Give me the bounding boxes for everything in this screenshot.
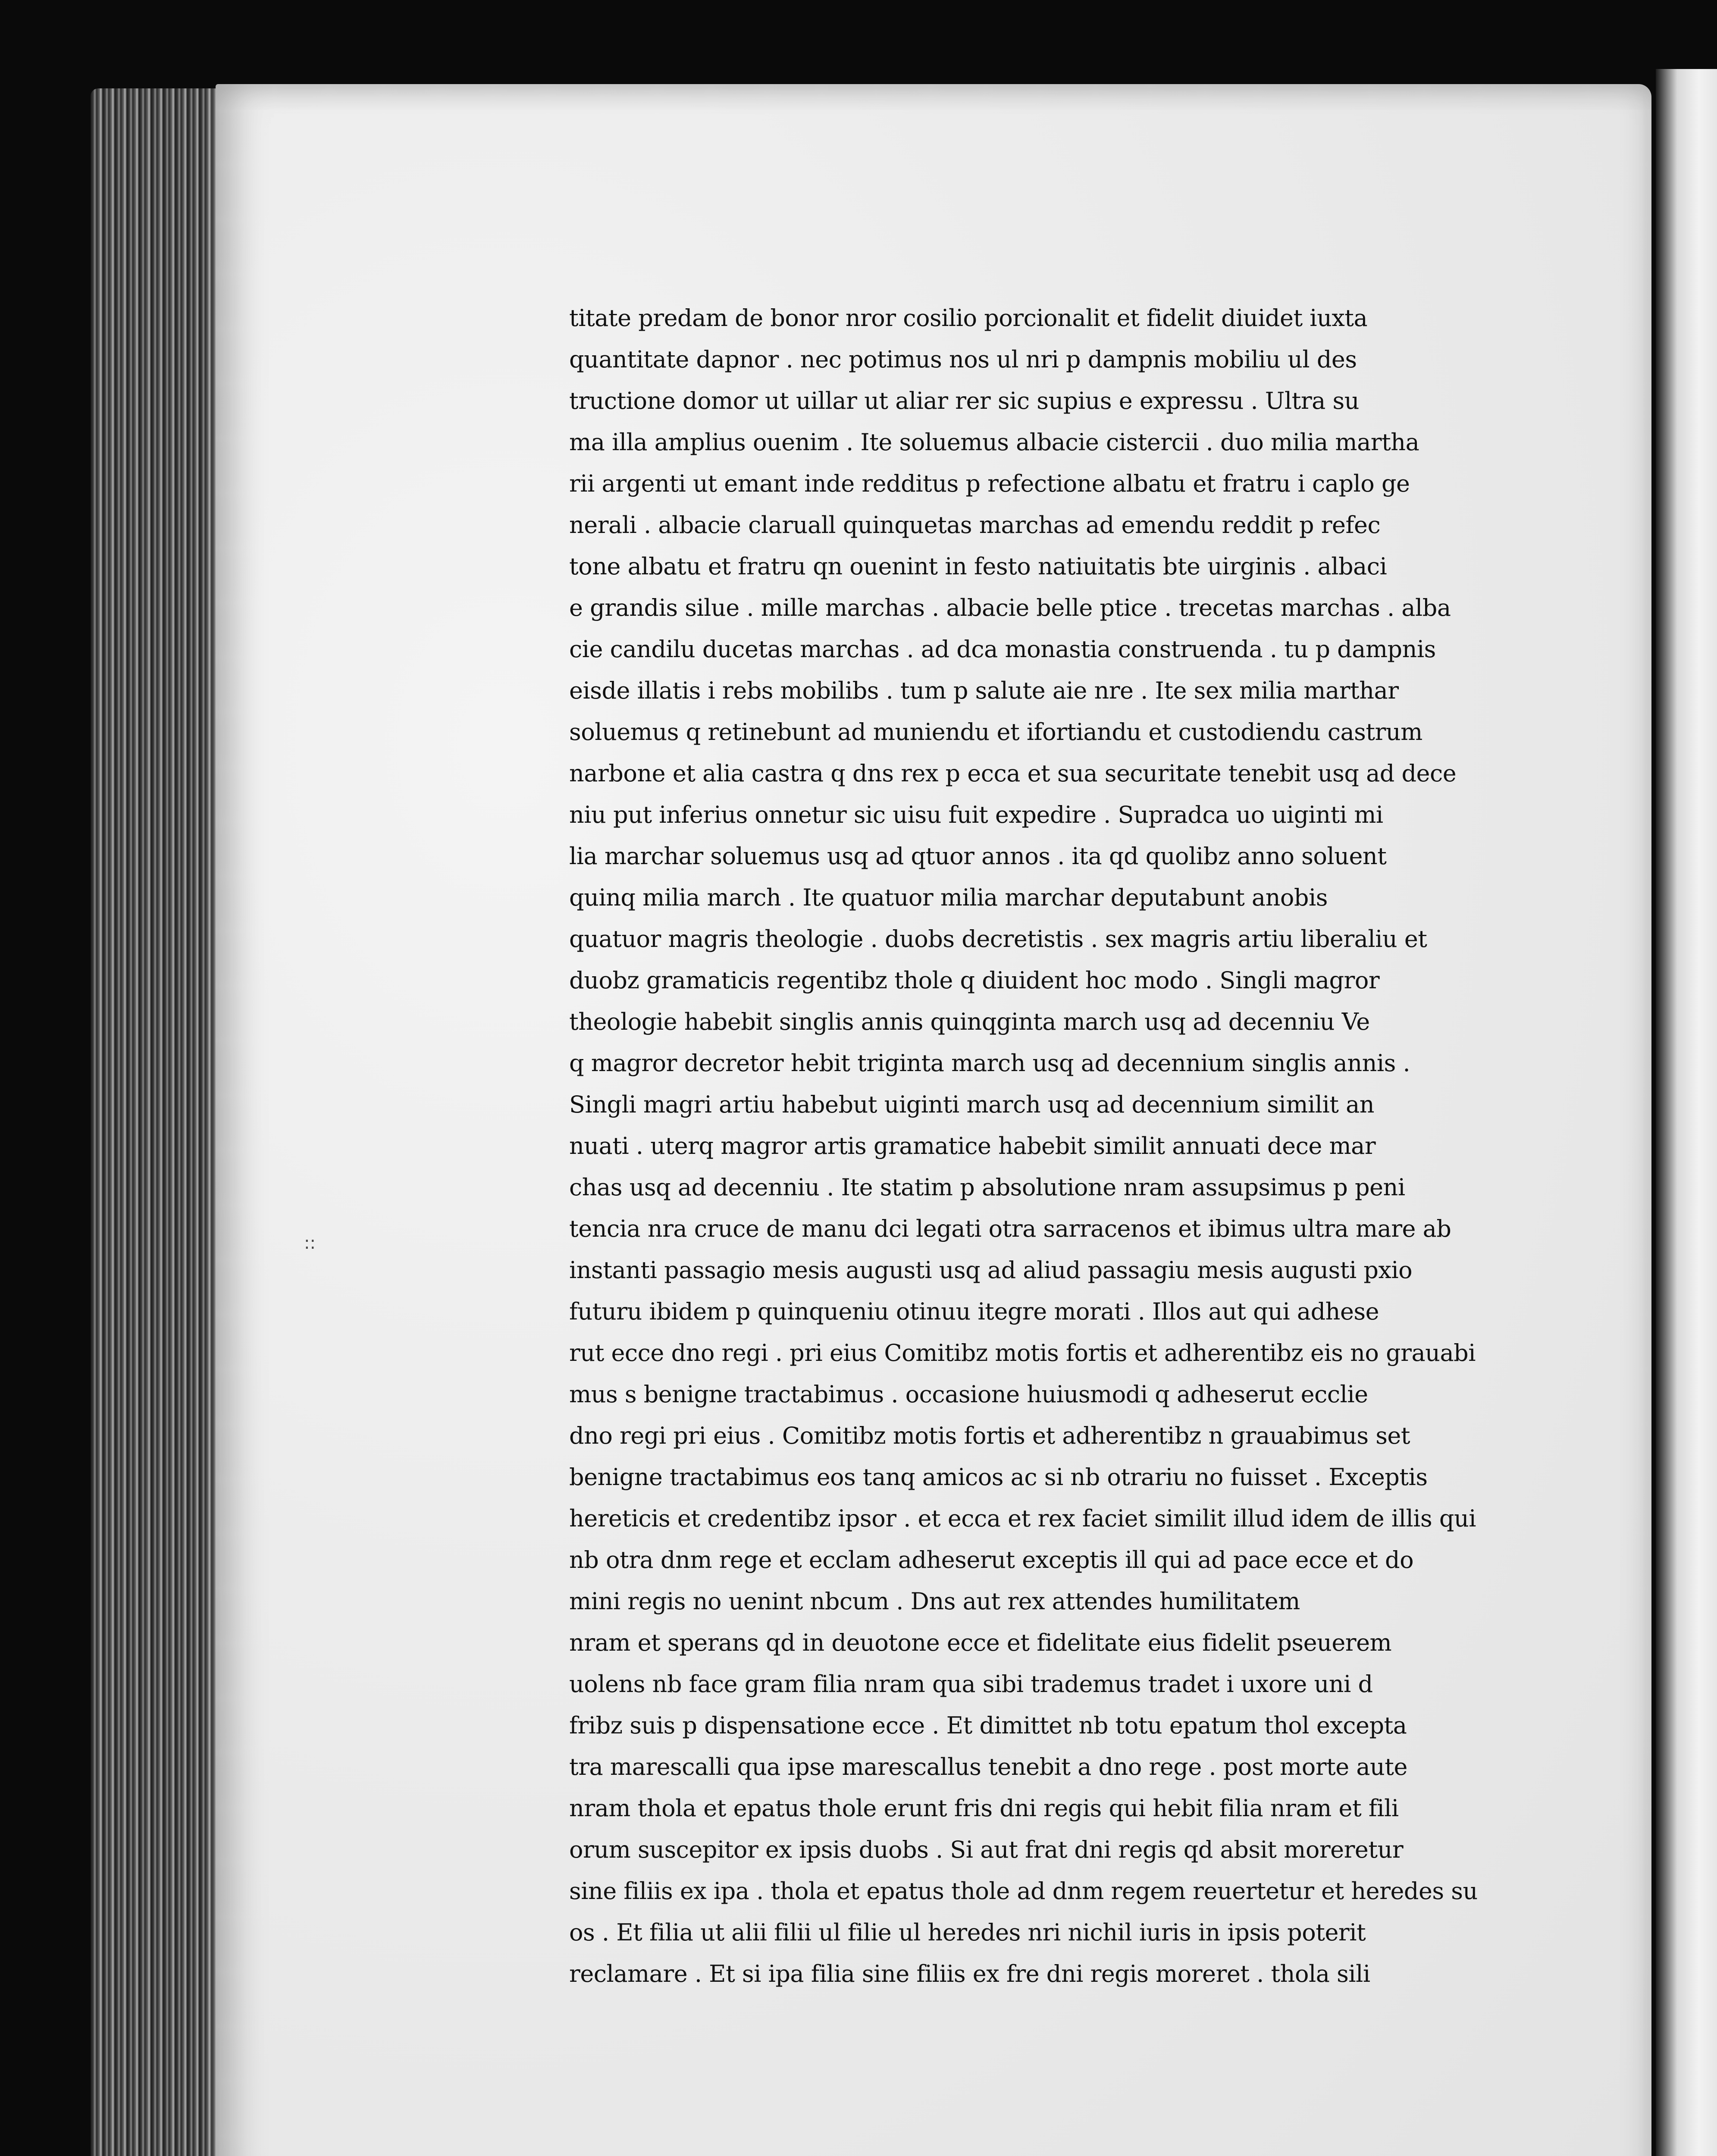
text-line: niu put inferius onnetur sic uisu fuit expedire . Supradca uo uiginti mi [569,801,1383,828]
margin-mark: :: [304,1233,316,1253]
text-line: tone albatu et fratru qn ouenint in festo natiuitatis bte uirginis . albaci [569,553,1387,580]
text-line: titate predam de bonor nror cosilio porcionalit et fidelit diuidet iuxta [569,304,1368,332]
text-line: rii argenti ut emant inde redditus p refectione albatu et fratru i caplo ge [569,470,1410,497]
text-line: fribz suis p dispensatione ecce . Et dimittet nb totu epatum thol excepta [569,1712,1407,1739]
text-line: quatuor magris theologie . duobs decretistis . sex magris artiu liberaliu et [569,925,1427,953]
text-line: e grandis silue . mille marchas . albacie belle ptice . trecetas marchas . alba [569,594,1451,621]
text-line: mini regis no uenint nbcum . Dns aut rex attendes humilitatem [569,1588,1300,1615]
text-line: sine filiis ex ipa . thola et epatus thole ad dnm regem reuertetur et heredes su [569,1877,1478,1905]
text-line: chas usq ad decenniu . Ite statim p absolutione nram assupsimus p peni [569,1174,1405,1201]
text-line: soluemus q retinebunt ad muniendu et ifortiandu et custodiendu castrum [569,718,1422,746]
text-line: tra marescalli qua ipse marescallus tenebit a dno rege . post morte aute [569,1753,1407,1780]
text-line: Singli magri artiu habebut uiginti march usq ad decennium similit an [569,1091,1375,1118]
text-line: futuru ibidem p quinqueniu otinuu itegre morati . Illos aut qui adhese [569,1298,1379,1325]
text-line: hereticis et credentibz ipsor . et ecca et rex faciet similit illud idem de illis qui [569,1505,1476,1532]
text-line: nram et sperans qd in deuotone ecce et fidelitate eius fidelit pseuerem [569,1629,1392,1656]
text-line: rut ecce dno regi . pri eius Comitibz motis fortis et adherentibz eis no grauabi [569,1339,1476,1366]
text-line: reclamare . Et si ipa filia sine filiis ex fre dni regis moreret . thola sili [569,1960,1370,1987]
text-line: q magror decretor hebit triginta march usq ad decennium singlis annis . [569,1050,1410,1077]
text-line: os . Et filia ut alii filii ul filie ul heredes nri nichil iuris in ipsis poterit [569,1919,1366,1946]
text-line: quantitate dapnor . nec potimus nos ul nri p dampnis mobiliu ul des [569,346,1357,373]
text-line: benigne tractabimus eos tanq amicos ac si nb otrariu no fuisset . Exceptis [569,1463,1428,1491]
text-line: lia marchar soluemus usq ad qtuor annos . ita qd quolibz anno soluent [569,843,1387,870]
text-line: tructione domor ut uillar ut aliar rer sic supius e expressu . Ultra su [569,387,1359,414]
text-line: uolens nb face gram filia nram qua sibi trademus tradet i uxore uni d [569,1670,1373,1698]
text-line: cie candilu ducetas marchas . ad dca monastia construenda . tu p dampnis [569,636,1436,663]
text-line: duobz gramaticis regentibz thole q diuident hoc modo . Singli magror [569,967,1380,994]
text-line: tencia nra cruce de manu dci legati otra sarracenos et ibimus ultra mare ab [569,1215,1451,1242]
text-line: nb otra dnm rege et ecclam adheserut exceptis ill qui ad pace ecce et do [569,1546,1414,1573]
text-line: quinq milia march . Ite quatuor milia marchar deputabunt anobis [569,884,1328,911]
text-line: narbone et alia castra q dns rex p ecca et sua securitate tenebit usq ad dece [569,760,1457,787]
text-line: nerali . albacie claruall quinquetas marchas ad emendu reddit p refec [569,511,1381,539]
manuscript-text-block [569,298,1574,1995]
facing-leaf-edge [1656,69,1717,2156]
text-line: dno regi pri eius . Comitibz motis fortis et adherentibz n grauabimus set [569,1422,1410,1449]
text-line: instanti passagio mesis augusti usq ad aliud passagiu mesis augusti pxio [569,1257,1413,1284]
text-line: nram thola et epatus thole erunt fris dni regis qui hebit filia nram et fili [569,1795,1399,1822]
text-line: ma illa amplius ouenim . Ite soluemus albacie cistercii . duo milia martha [569,429,1419,456]
text-line: orum suscepitor ex ipsis duobs . Si aut frat dni regis qd absit moreretur [569,1836,1404,1863]
text-line: eisde illatis i rebs mobilibs . tum p salute aie nre . Ite sex milia marthar [569,677,1399,704]
book-page-edges [91,88,233,2156]
text-line: nuati . uterq magror artis gramatice habebit similit annuati dece mar [569,1132,1376,1159]
text-line: mus s benigne tractabimus . occasione huiusmodi q adheserut ecclie [569,1381,1368,1408]
text-line: theologie habebit singlis annis quinqginta march usq ad decenniu Ve [569,1008,1370,1035]
